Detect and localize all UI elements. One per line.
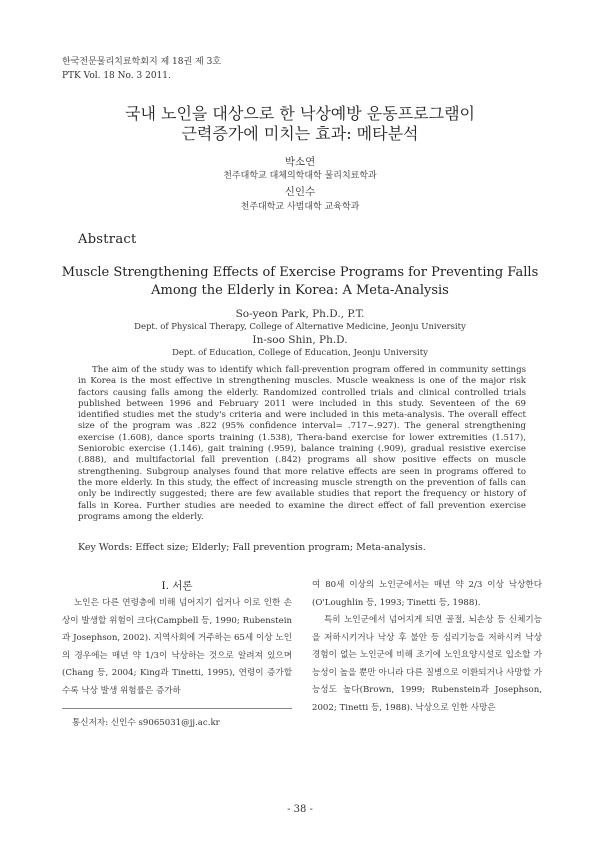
english-author-1: So-yeon Park, Ph.D., P.T. bbox=[235, 308, 365, 320]
korean-title-line-2: 근력증가에 미치는 효과: 메타분석 bbox=[181, 124, 419, 143]
korean-affiliation-1: 천주대학교 대체의학대학 물리치료학과 bbox=[223, 171, 377, 181]
journal-name-korean: 한국전문물리치료학회지 제 18권 제 3호 bbox=[62, 57, 222, 67]
english-affiliation-2: Dept. of Education, College of Education, Jeonju University bbox=[172, 348, 428, 358]
page-number: - 38 - bbox=[287, 804, 313, 815]
footnote-divider bbox=[62, 708, 292, 709]
introduction-right-column bbox=[312, 577, 542, 717]
introduction-left-column: 노인은 다른 연령층에 비해 넘어지기 쉽거나 이로 인한 손상이 발생할 위험이 크다(Campbell 등, 1990; Rubenstein과 Josephson, 2002). 지역사회에 거주하는 65세 이상 노인의 경우에는 매년 약 1/3이 낙상하는 것으로 알려져 있으며(Chang 등, 2004; King과 Tinetti, 1995), 연령이 증가할수록 낙상 발생 위험률은 증가하 bbox=[62, 598, 292, 696]
korean-author-2: 신인수 bbox=[284, 186, 316, 198]
korean-affiliation-2: 천주대학교 사범대학 교육학과 bbox=[240, 202, 360, 212]
journal-volume: PTK Vol. 18 No. 3 2011. bbox=[62, 71, 171, 81]
footnote-corresponding-author: 통신저자: 신인수 s9065031@jj.ac.kr bbox=[72, 718, 220, 728]
keywords: Key Words: Effect size; Elderly; Fall prevention program; Meta-analysis. bbox=[78, 542, 426, 553]
abstract-body: The aim of the study was to identify which fall-prevention program offered in community settings in Korea is the most effective in strengthening muscles. Muscle weakness is one of the major risk factors causing falls among the elderly. Randomized controlled trials and clinical controlled trials published between 1996 and February 2011 were included in this study. Seventeen of the 69 identified studies met the study's criteria and were included in this meta-analysis. The overall effect size of the program was .822 (95% confidence interval= .717~.927). The general strengthening exercise (1.608), dance sports training (1.538), Thera-band exercise for lower extremities (1.517), Seniorobic exercise (1.146), gait training (.959), balance training (.909), gradual resistive exercise (.888), and multifactorial fall prevention (.842) programs all show positive effects on muscle strengthening. Subgroup analyses found that more relative effects are seen in programs offered to the more elderly. In this study, the effect of increasing muscle strength on the prevention of falls can only be indirectly suggested; there are few available studies that report the frequency or history of falls in Korea. Further studies are needed to examine the direct effect of fall prevention exercise programs among the elderly. bbox=[78, 365, 526, 522]
english-title-line-2: Among the Elderly in Korea: A Meta-Analysis bbox=[151, 283, 449, 298]
abstract-heading: Abstract bbox=[78, 232, 137, 247]
korean-title-line-1: 국내 노인을 대상으로 한 낙상예방 운동프로그램이 bbox=[124, 104, 475, 123]
english-affiliation-1: Dept. of Physical Therapy, College of Alternative Medicine, Jeonju University bbox=[134, 322, 466, 332]
english-title-line-1: Muscle Strengthening Effects of Exercise Programs for Preventing Falls bbox=[61, 265, 539, 280]
right-column-paragraph-1: 여 80세 이상의 노인군에서는 매년 약 2/3 이상 낙상한다(O'Loughlin 등, 1993; Tinetti 등, 1988). bbox=[312, 580, 542, 608]
english-author-2: In-soo Shin, Ph.D. bbox=[252, 334, 348, 346]
korean-author-1: 박소연 bbox=[284, 156, 316, 168]
right-column-paragraph-2: 특히 노인군에서 넘어지게 되면 골절, 뇌손상 등 신체기능을 저하시키거나 낙상 후 불안 등 심리기능을 저하시켜 낙상 경험이 없는 노인군에 비해 조기에 노인요양시설로 입소할 가능성이 높을 뿐만 아니라 다른 질병으로 이환되거나 사망할 가능성도 높다(Brown, 1999; Rubenstein과 Josephson, 2002; Tinetti 등, 1988). 낙상으로 인한 사망은 bbox=[312, 615, 542, 713]
introduction-heading: Ⅰ. 서론 bbox=[161, 580, 193, 592]
